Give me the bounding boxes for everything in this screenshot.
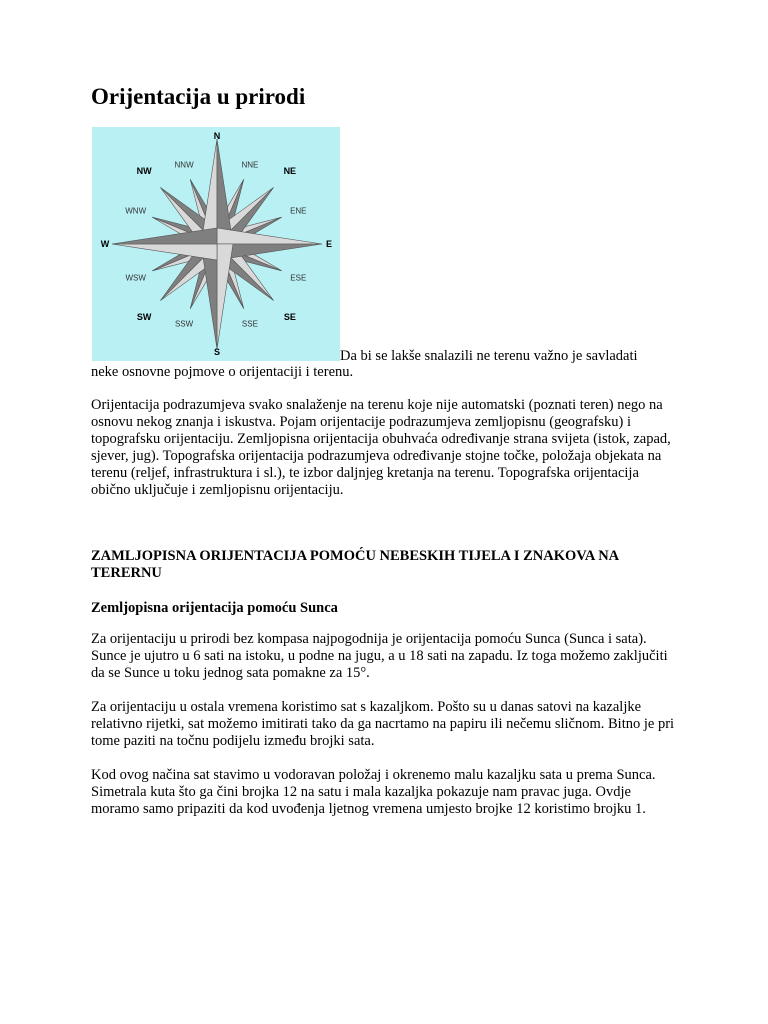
rose-label-ese: ESE bbox=[290, 273, 307, 283]
rose-label-ne: NE bbox=[283, 166, 297, 177]
compass-rose-image bbox=[92, 127, 340, 361]
paragraph-orientation-definition: Orijentacija podrazumjeva svako snalaženje na terenu koje nije automatski (poznati teren) nego na osnovu nekog znanja i iskustva. Pojam orijentacije podrazumjeva zemljopisnu (geografsku) i topografsku orijentaciju. Zemljopisna orijentacija obuhvaća određivanje strana svijeta (istok, zapad, sjever, jug). Topografska orijentacija podrazumjeva određivanje stojne točke, položaja objekata na terenu (reljef, infrastruktura i sl.), te izbor daljnjeg kretanja na terenu. Topografska orijentacija obično uključuje i zemljopisnu orijentaciju. bbox=[91, 397, 671, 498]
rose-label-nnw: NNW bbox=[174, 160, 194, 170]
rose-label-e: E bbox=[325, 239, 333, 249]
page-title: Orijentacija u prirodi bbox=[91, 84, 306, 109]
rose-label-n: N bbox=[213, 131, 221, 141]
rose-label-s: S bbox=[213, 347, 221, 357]
intro-first-line: Da bi se lakše snalazili ne terenu važno je savladati bbox=[340, 348, 638, 364]
rose-label-w: W bbox=[100, 239, 110, 249]
section-heading: ZAMLJOPISNA ORIJENTACIJA POMOĆU NEBESKIH TIJELA I ZNAKOVA NA TERERNU bbox=[91, 548, 619, 581]
paragraph-sun-orientation: Za orijentaciju u prirodi bez kompasa najpogodnija je orijentacija pomoću Sunca (Sunca i sata). Sunce je ujutro u 6 sati na istoku, u podne na jugu, a u 18 sati na zapadu. Iz toga možemo zaključiti da se Sunce u toku jednog sata pomakne za 15°. bbox=[91, 631, 668, 681]
rose-cardinal-point-3-light bbox=[112, 244, 217, 260]
rose-label-se: SE bbox=[283, 311, 296, 322]
rose-label-nw: NW bbox=[136, 166, 152, 177]
rose-label-nne: NNE bbox=[241, 160, 259, 170]
rose-cardinal-point-2-light bbox=[217, 244, 233, 349]
rose-label-sse: SSE bbox=[241, 319, 258, 329]
rose-label-wnw: WNW bbox=[125, 206, 147, 216]
rose-label-wsw: WSW bbox=[125, 273, 146, 283]
rose-label-ssw: SSW bbox=[174, 319, 194, 329]
compass-rose-icon bbox=[92, 127, 340, 361]
sub-heading-sun: Zemljopisna orijentacija pomoću Sunca bbox=[91, 600, 338, 616]
rose-cardinal-point-3-dark bbox=[112, 228, 217, 244]
paragraph-clock-method: Za orijentaciju u ostala vremena koristimo sat s kazaljkom. Pošto su u danas satovi na kazaljke relativno rijetki, sat možemo imitirati tako da ga nacrtamo na papiru ili nečemu sličnom. Bitno je pri tome paziti na točnu podijelu između brojki sata. bbox=[91, 699, 675, 749]
paragraph-clock-procedure: Kod ovog načina sat stavimo u vodoravan položaj i okrenemo malu kazaljku sata u prema Sunca. Simetrala kuta što ga čini brojka 12 na satu i mala kazaljka pokazuje nam pravac juga. Ovdje moramo samo pripaziti da kod uvođenja ljetnog vremena umjesto brojke 12 koristimo brojku 1. bbox=[91, 767, 656, 817]
rose-cardinal-point-1-light bbox=[217, 228, 322, 244]
intro-continuation: neke osnovne pojmove o orijentaciji i terenu. bbox=[91, 364, 354, 380]
rose-label-ene: ENE bbox=[290, 206, 307, 216]
rose-label-sw: SW bbox=[136, 311, 152, 322]
